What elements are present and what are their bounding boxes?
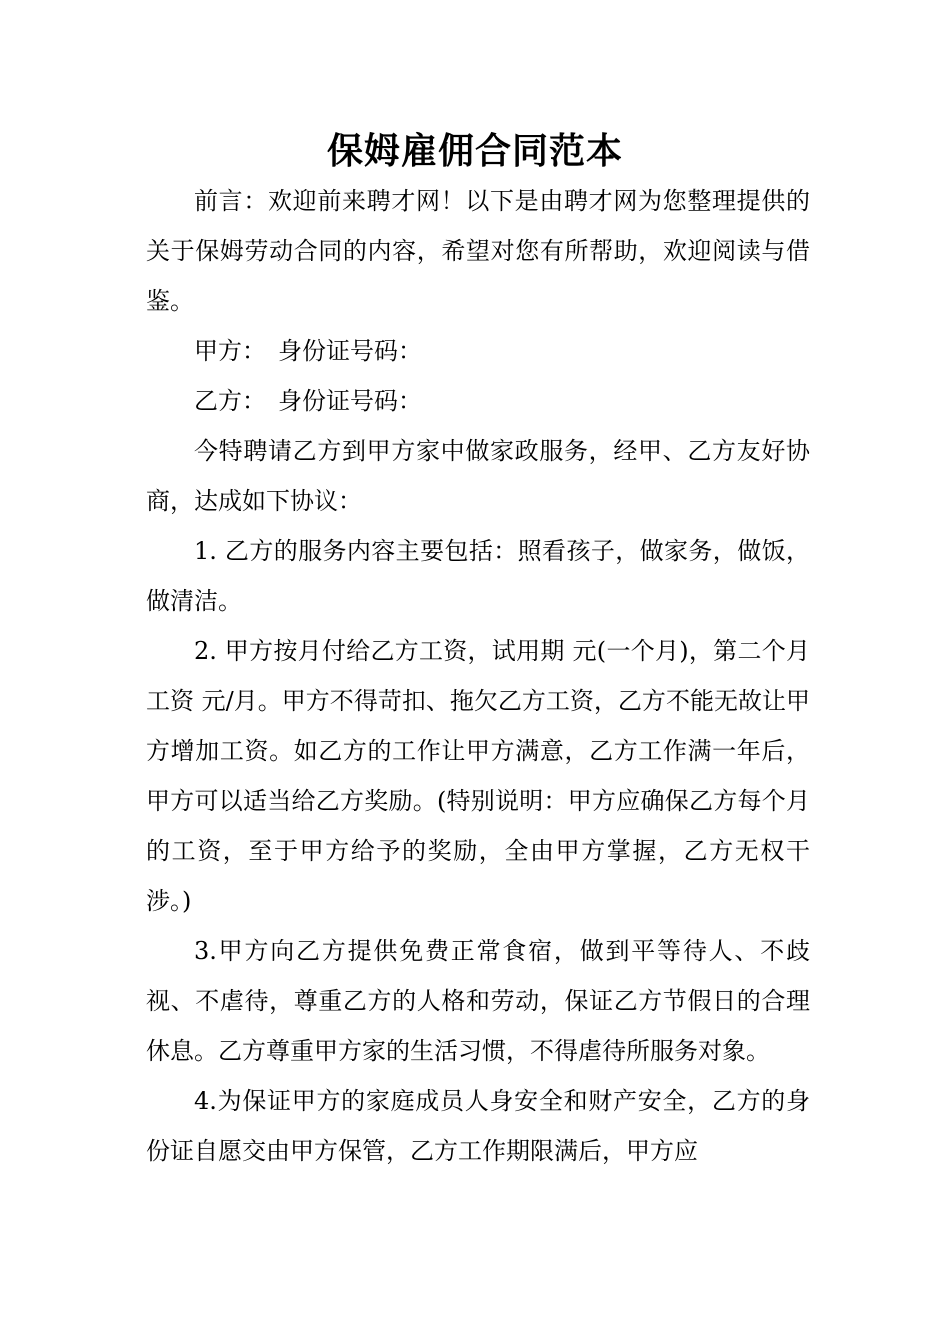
preface-paragraph: 前言：欢迎前来聘才网！以下是由聘才网为您整理提供的关于保姆劳动合同的内容，希望对您有所帮助，欢迎阅读与借鉴。 bbox=[146, 187, 810, 315]
clause-1-paragraph: 1. 乙方的服务内容主要包括：照看孩子，做家务，做饭，做清洁。 bbox=[146, 537, 810, 615]
party-b-line: 乙方： 身份证号码： bbox=[194, 387, 422, 415]
clause-3-paragraph: 3.甲方向乙方提供免费正常食宿，做到平等待人、不歧视、不虐待，尊重乙方的人格和劳动，保证乙方节假日的合理休息。乙方尊重甲方家的生活习惯，不得虐待所服务对象。 bbox=[146, 937, 810, 1065]
clause-2-paragraph: 2. 甲方按月付给乙方工资，试用期 元(一个月)，第二个月工资 元/月。甲方不得苛扣、拖欠乙方工资，乙方不能无故让甲方增加工资。如乙方的工作让甲方满意，乙方工作满一年后，甲方可以适当给乙方奖励。(特别说明：甲方应确保乙方每个月的工资，至于甲方给予的奖励，全由甲方掌握，乙方无权干涉。) bbox=[146, 637, 810, 915]
party-a-line: 甲方： 身份证号码： bbox=[194, 337, 422, 365]
agreement-intro-paragraph: 今特聘请乙方到甲方家中做家政服务，经甲、乙方友好协商，达成如下协议： bbox=[146, 437, 810, 515]
clause-4-paragraph: 4.为保证甲方的家庭成员人身安全和财产安全，乙方的身份证自愿交由甲方保管，乙方工作期限满后，甲方应 bbox=[146, 1087, 810, 1165]
document-title: 保姆雇佣合同范本 bbox=[326, 131, 623, 172]
document-body bbox=[146, 176, 810, 1176]
